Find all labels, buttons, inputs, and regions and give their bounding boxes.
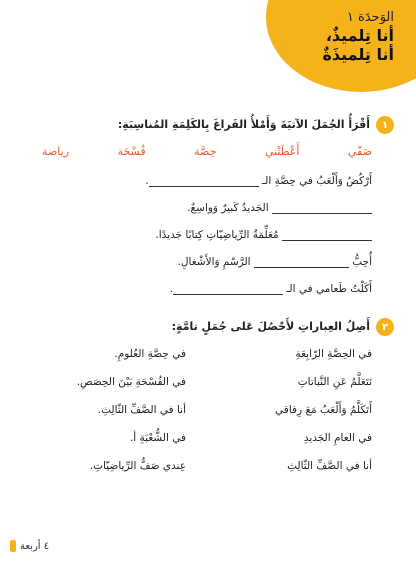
page-footer (10, 540, 76, 552)
sentence-4 (32, 253, 372, 271)
word-bank-item: رياضة (42, 145, 70, 158)
sentence-5-end: . (169, 283, 173, 295)
word-bank-item: فُسْحَة (117, 145, 146, 158)
blank-line[interactable] (272, 203, 372, 214)
word-bank (42, 145, 372, 158)
word-bank-item: حِصَّة (194, 145, 217, 158)
page-marker-icon (10, 540, 16, 552)
match-right-item[interactable]: في العامِ الجَديدِ (303, 432, 372, 444)
match-left-item[interactable]: في الفُسْحَةِ بَيْنَ الحِصَصِ. (76, 376, 186, 388)
match-right-item[interactable]: نَتَعَلَّمُ عَنِ النَّباتاتِ (297, 376, 372, 388)
word-bank-item: أَعْطَتْني (264, 145, 300, 158)
page-number: ٤ أربعة (20, 540, 50, 552)
match-right-item[interactable]: في الحِصَّةِ الرّابِعَةِ (295, 348, 372, 360)
exercise2-instruction: أَصِلُ العِباراتِ لأَحْصُلَ عَلى جُمَلٍ تامَّةٍ: (171, 320, 370, 333)
sentence-3 (32, 226, 372, 244)
sentence-2 (32, 199, 372, 217)
match-column-left (26, 340, 186, 480)
blank-line[interactable] (149, 176, 259, 187)
sentence-1 (32, 172, 372, 190)
sentence-1-text: أَرْكُضُ وَأَلْعَبُ في حِصَّةِ الـ (262, 175, 372, 187)
blank-line[interactable] (254, 257, 349, 268)
unit-title-line2: أنا تِلميذَةٌ (322, 45, 394, 64)
sentence-5 (32, 280, 372, 298)
match-left-item[interactable]: عِندي صَفُّ الرِّياضِيّاتِ. (89, 460, 186, 472)
sentence-2-text: الجَديدُ كَبيرٌ وَواسِعٌ. (187, 202, 269, 214)
blank-line[interactable] (282, 230, 372, 241)
sentence-5-text: أَكَلْتُ طَعامي في الـ (286, 283, 372, 295)
sentence-4-start: أُحِبُّ (352, 256, 372, 268)
unit-label: الوَحدَة ١ (346, 10, 394, 25)
sentence-1-end: . (145, 175, 149, 187)
unit-header (264, 10, 394, 64)
word-bank-item: صَفّي (347, 145, 372, 158)
sentence-4-end: الرَّسْمِ وَالأَشْغالِ. (177, 256, 251, 268)
sentence-3-text: مُعَلِّمَةُ الرِّياضِيّاتِ كِتابًا جَديدًا. (155, 229, 279, 241)
match-left-item[interactable]: في حِصَّةِ العُلومِ. (114, 348, 186, 360)
exercise2-number-badge: ٢ (376, 318, 394, 336)
match-right-item[interactable]: أَتَكَلَّمُ وَأَلْعَبُ مَعَ رِفاقي (275, 404, 372, 416)
exercise1-number-badge: ١ (376, 116, 394, 134)
match-right-item[interactable]: أنا في الصَّفِّ الثّالِثِ (287, 460, 372, 472)
exercise1-instruction: أَقْرَأُ الجُمَلَ الآتيَةَ وَأَمْلأُ الفَراغَ بِالكَلِمَةِ المُناسِبَةِ: (117, 118, 370, 131)
match-left-item[interactable]: أنا في الصَّفِّ الثّالِثِ. (97, 404, 186, 416)
unit-title-line1: أنا تِلميذٌ، (325, 26, 394, 45)
match-column-right (212, 340, 372, 480)
match-left-item[interactable]: في الشُّعْبَةِ أ. (129, 432, 186, 444)
blank-line[interactable] (173, 284, 283, 295)
